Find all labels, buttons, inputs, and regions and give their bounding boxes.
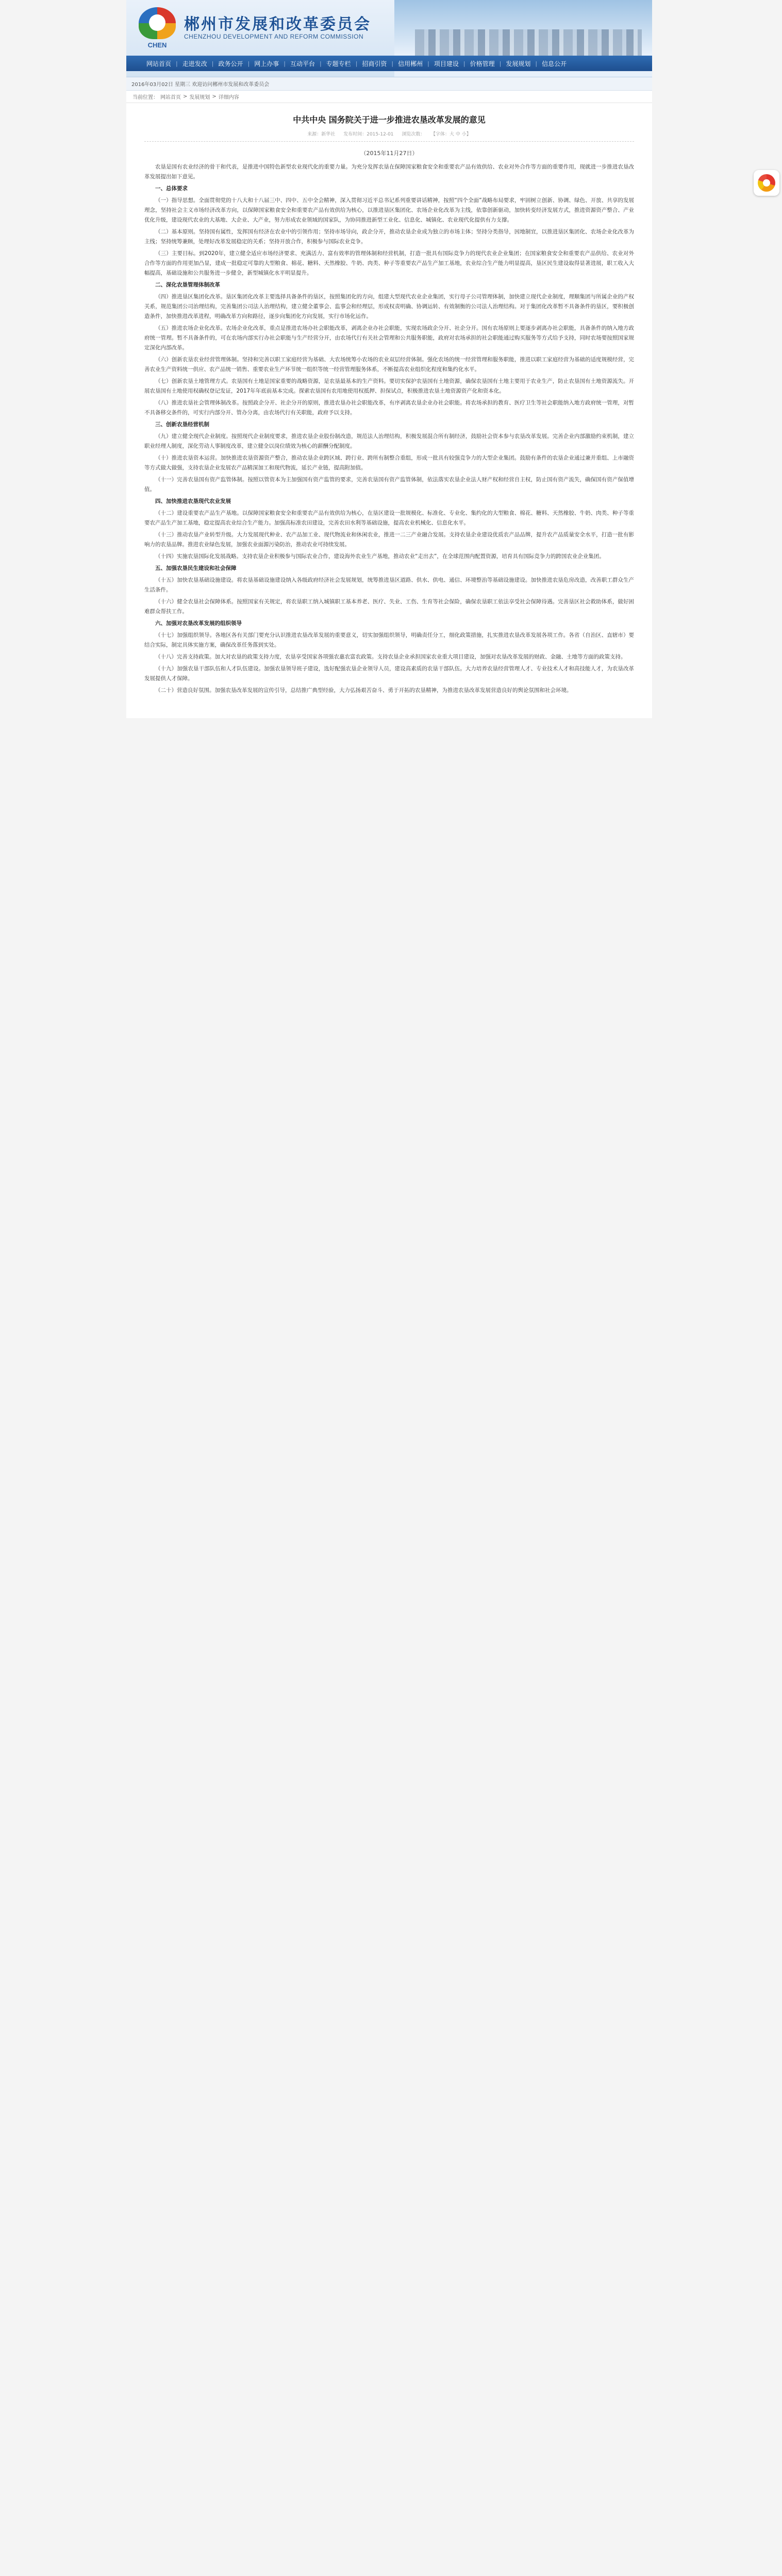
info-bar-text: 2016年03月02日 星期三 欢迎访问郴州市发展和改革委员会 [131,82,270,88]
nav-separator: | [319,60,322,67]
article-paragraph: （十二）建设重要农产品生产基地。以保障国家粮食安全和重要农产品有效供给为核心，在垦区建设一批规模化、标准化、专业化、集约化的大型粮食、棉花、糖料、天然橡胶、牛奶、肉类、种子等重要农产品生产加工基地，稳定提高农业综合生产能力。加强高标准农田建设，完善农田水利等基础设施，提高农业机械化、信息化水平。 [144,510,634,526]
article-paragraph: （二十）营造良好氛围。加强农垦改革发展的宣传引导，总结推广典型经验，大力弘扬艰苦奋斗、勇于开拓的农垦精神，为推进农垦改革发展营造良好的舆论氛围和社会环境。 [155,687,572,693]
article-paragraph: （十）推进农垦资本运营。加快推进农垦资源资产整合，推动农垦企业跨区域、跨行业、跨所有制整合重组，形成一批具有较强竞争力的大型企业集团。鼓励有条件的农垦企业通过兼并重组、上市融资等方式做大做强，支持农垦企业发展农产品精深加工和现代物流，延长产业链，提高附加值。 [144,455,634,471]
nav-item[interactable]: 互动平台 [290,60,315,67]
article-meta-item: 浏览次数： [402,132,425,137]
article-section-heading: 六、加强对农垦改革发展的组织领导 [155,620,242,626]
article-meta-item[interactable]: 【字体：大 中 小】 [433,132,471,137]
article-paragraph: （四）推进垦区集团化改革。垦区集团化改革主要选择具备条件的垦区，按照集团化的方向，组建大型现代农业企业集团，实行母子公司管理体制，加快建立现代企业制度，理顺集团与所属企业的产权关系，规范集团公司治理结构，完善集团公司法人治理结构，建立健全董事会、监事会和经理层，形成权责明确、协调运转、有效制衡的公司法人治理结构。对于集团化改革暂不具备条件的垦区，要积极创造条件，加快推进改革进程，明确改革方向和路径，逐步向集团化方向发展，实行市场化运作。 [144,294,634,319]
main-wrapper [126,0,652,718]
nav-separator: | [463,60,465,67]
logo-mark-icon [139,7,176,39]
nav-item[interactable]: 信用郴州 [398,60,423,67]
nav-item[interactable]: 专题专栏 [326,60,351,67]
article-section-heading: 三、创新农垦经营机制 [155,421,209,428]
article-section-heading: 二、深化农垦管理体制改革 [155,282,220,288]
article-section-heading: 五、加强农垦民生建设和社会保障 [155,565,237,571]
article-section-heading: 一、总体要求 [155,185,188,192]
nav-separator: | [535,60,538,67]
nav-item[interactable]: 走进发改 [182,60,207,67]
article-paragraph: （三）主要目标。到2020年，建立健全适应市场经济要求、充满活力、富有效率的管理体制和经营机制，打造一批具有国际竞争力的现代农业企业集团；在国家粮食安全和重要农产品供给、农业对外合作等方面的作用更加凸显，建成一批稳定可靠的大型粮食、棉花、糖料、天然橡胶、牛奶、肉类、种子等重要农产品生产加工基地，农业综合生产能力明显提高，垦区民生建设取得显著进展，职工收入大幅提高，基础设施和公共服务进一步健全，新型城镇化水平明显提升。 [144,250,634,276]
article-paragraph: （一）指导思想。全面贯彻党的十八大和十八届三中、四中、五中全会精神，深入贯彻习近平总书记系列重要讲话精神，按照“四个全面”战略布局要求，牢固树立创新、协调、绿色、开放、共享的发展理念，坚持社会主义市场经济改革方向，以保障国家粮食安全和重要农产品有效供给为核心，以推进垦区集团化、农场企业化改革为主线，依靠创新驱动，加快转变经济发展方式，推进资源资产整合、产业优化升级，建设现代农业的大基地、大企业、大产业，努力形成农业领域的国家队，为协同推进新型工业化、信息化、城镇化、农业现代化提供有力支撑。 [144,197,634,223]
nav-item[interactable]: 政务公开 [218,60,243,67]
article-paragraph: （六）创新农垦农业经营管理体制。坚持和完善以职工家庭经营为基础、大农场统筹小农场的农业双层经营体制。强化农场的统一经营管理和服务职能，推进以职工家庭经营为基础的适度规模经营，完善农业生产资料统一供应、农产品统一销售、重要农业生产环节统一组织等统一经营管理服务体系，不断提高农业组织化程度和集约化水平。 [144,357,634,372]
article-date-line: （2015年11月27日） [360,150,418,157]
site-name-en: CHENZHOU DEVELOPMENT AND REFORM COMMISSION [184,33,364,40]
floating-share-widget[interactable] [754,170,779,196]
site-logo[interactable] [136,7,179,54]
article-paragraph: （二）基本原则。坚持国有属性，发挥国有经济在农业中的引领作用；坚持市场导向，政企分开，推动农垦企业成为独立的市场主体；坚持分类指导，因地制宜，以推进垦区集团化、农场企业化改革为主线；坚持统筹兼顾，处理好改革发展稳定的关系；坚持开放合作，积极参与国际农业竞争。 [144,229,634,245]
article-paragraph: （十五）加快农垦基础设施建设。将农垦基础设施建设纳入各级政府经济社会发展规划，统筹推进垦区道路、供水、供电、通信、环境整治等基础设施建设。加快推进农垦危房改造，改善职工群众生产生活条件。 [144,577,634,593]
nav-separator: | [499,60,502,67]
article-body [144,162,634,696]
article-paragraph: 农垦是国有农业经济的骨干和代表，是推进中国特色新型农业现代化的重要力量。为充分发挥农垦在保障国家粮食安全和重要农产品有效供给、农业对外合作等方面的重要作用，现就进一步推进农垦改革发展提出如下意见。 [144,164,634,180]
article-paragraph: （五）推进农场企业化改革。农场企业化改革，重点是推进农场办社会职能改革，剥离企业办社会职能，实现农场政企分开、社企分开。国有农场原则上要逐步剥离办社会职能，具备条件的纳入地方政府统一管理。暂不具备条件的，可在农场内部实行办社会职能与生产经营分开，由农场代行有关社会管理和公共服务职能，政府对农场承担的社会职能通过购买服务等方式给予支持，同时农场要按照国家规定深化内部改革。 [144,325,634,351]
main-nav [126,56,652,71]
info-bar [126,77,652,91]
breadcrumb-item: 详细内容 [218,95,239,100]
article-title: 中共中央 国务院关于进一步推进农垦改革发展的意见 [293,115,486,125]
article-paragraph: （十三）推动农垦产业转型升级。大力发展现代种业、农产品加工业、现代物流业和休闲农业，推进一二三产业融合发展。支持农垦企业建设优质农产品品牌，提升农产品质量安全水平，打造一批有影响力的农垦品牌。推进农业绿色发展，加强农业面源污染防治，推动农业可持续发展。 [144,532,634,548]
breadcrumb-item: 当前位置： [132,95,158,100]
article-meta-item: 发布时间：2015-12-01 [343,132,394,137]
article-paragraph: （十七）加强组织领导。各地区各有关部门要充分认识推进农垦改革发展的重要意义，切实加强组织领导，明确责任分工，细化政策措施，扎实推进农垦改革发展各项工作。各省（自治区、直辖市）要结合实际，制定具体实施方案，确保改革任务落到实处。 [144,632,634,648]
nav-item[interactable]: 招商引资 [362,60,387,67]
nav-item[interactable]: 信息公开 [542,60,567,67]
breadcrumb-item[interactable]: 网站首页 [160,95,181,100]
article-paragraph: （十九）加强农垦干部队伍和人才队伍建设。加强农垦领导班子建设，选好配强农垦企业领导人员，建设高素质的农垦干部队伍。大力培养农垦经营管理人才、专业技术人才和高技能人才，为农垦改革发展提供人才保障。 [144,666,634,682]
breadcrumb-item[interactable]: 发展规划 [189,95,210,100]
breadcrumb-separator: > [212,94,217,99]
article-meta [144,130,634,142]
nav-item[interactable]: 价格管理 [470,60,495,67]
article-meta-item: 来源：新华社 [307,132,336,137]
nav-separator: | [211,60,214,67]
article-paragraph: （九）建立健全现代企业制度。按照现代企业制度要求，推进农垦企业股份制改造，规范法人治理结构，积极发展混合所有制经济，鼓励社会资本参与农垦改革发展。完善企业内部激励约束机制，建立职业经理人制度，深化劳动人事制度改革，建立健全以岗位绩效为核心的薪酬分配制度。 [144,433,634,449]
article-paragraph: （十四）实施农垦国际化发展战略。支持农垦企业积极参与国际农业合作，建设海外农业生产基地，推动农业“走出去”，在全球范围内配置资源，培育具有国际竞争力的跨国农业企业集团。 [155,553,605,560]
article-paragraph: （十八）完善支持政策。加大对农垦的政策支持力度，农垦享受国家各项强农惠农富农政策。支持农垦企业承担国家农业重大项目建设，加强对农垦改革发展的财政、金融、土地等方面的政策支持。 [155,654,626,660]
breadcrumb-separator: > [183,94,188,99]
logo-text: CHEN [147,41,167,49]
nav-item[interactable]: 项目建设 [434,60,459,67]
site-header [126,0,652,77]
article-paragraph: （十六）健全农垦社会保障体系。按照国家有关规定，将农垦职工纳入城镇职工基本养老、医疗、失业、工伤、生育等社会保险，确保农垦职工依法享受社会保障待遇。完善垦区社会救助体系，做好困难群众帮扶工作。 [144,599,634,615]
nav-separator: | [427,60,429,67]
nav-item[interactable]: 网上办事 [254,60,279,67]
nav-separator: | [284,60,286,67]
nav-separator: | [355,60,358,67]
nav-item[interactable]: 网站首页 [146,60,172,67]
nav-separator: | [391,60,394,67]
breadcrumb [126,91,652,103]
share-icon [758,174,775,192]
nav-item[interactable]: 发展规划 [506,60,531,67]
article-paragraph: （七）创新农垦土地管理方式。农垦国有土地是国家重要的战略资源，是农垦最基本的生产资料。要切实保护农垦国有土地资源，确保农垦国有土地主要用于农业生产，防止农垦国有土地资源流失。开展农垦国有土地使用权确权登记发证，2017年年底前基本完成。探索农垦国有农用地使用权抵押、担保试点，积极推进农垦土地资源资产化和资本化。 [144,378,634,394]
article-paragraph: （十一）完善农垦国有资产监管体制。按照以管资本为主加强国有资产监管的要求，完善农垦国有资产监管体制，依法落实农垦企业法人财产权和经营自主权，防止国有资产流失，确保国有资产保值增值。 [144,477,634,493]
article [126,103,652,718]
article-section-heading: 四、加快推进农垦现代农业发展 [155,498,231,504]
article-paragraph: （八）推进农垦社会管理体制改革。按照政企分开、社企分开的原则，推进农垦办社会职能改革，有序剥离农垦企业办社会职能。将农场承担的教育、医疗卫生等社会职能纳入地方政府统一管理，对暂不具备移交条件的，可实行内部分开、管办分离，由农场代行有关职能，政府予以支持。 [144,400,634,416]
site-name-cn: 郴州市发展和改革委员会 [184,15,371,33]
nav-separator: | [176,60,178,67]
nav-separator: | [247,60,250,67]
